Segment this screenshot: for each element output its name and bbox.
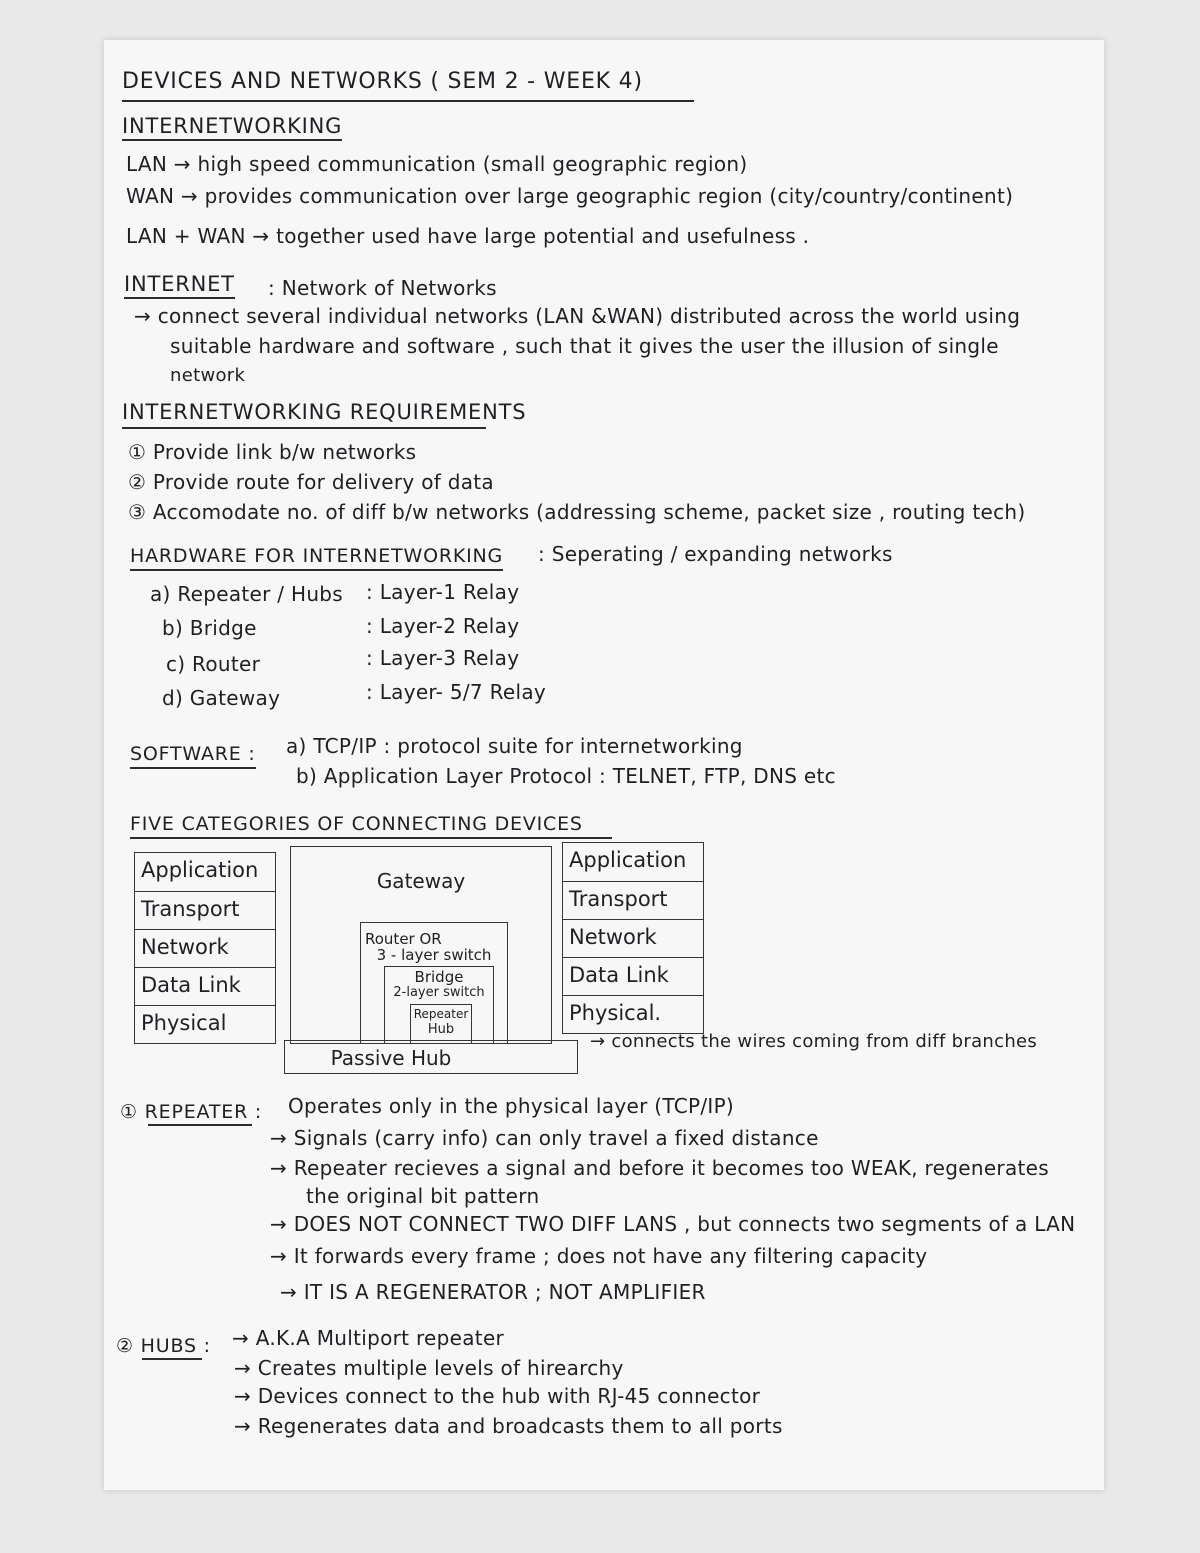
hardware-desc: : Seperating / expanding networks [538, 542, 893, 566]
lan-wan-line: LAN + WAN → together used have large potential and usefulness . [126, 224, 810, 248]
requirement-1: ① Provide link b/w networks [128, 440, 417, 464]
internet-line-2: suitable hardware and software , such that it gives the user the illusion of single [170, 334, 999, 358]
diagram-heading: FIVE CATEGORIES OF CONNECTING DEVICES [130, 813, 583, 835]
repeater-line-5: → It forwards every frame ; does not have any filtering capacity [270, 1244, 928, 1268]
right-stack-layer: Application [569, 848, 687, 872]
hubs-first: → A.K.A Multiport repeater [232, 1326, 505, 1350]
hardware-item-3: c) Router [166, 652, 261, 676]
internet-heading: INTERNET [124, 272, 235, 299]
repeater-heading-underline [148, 1124, 252, 1126]
title-underline [122, 100, 694, 102]
repeater-heading: ① REPEATER : [120, 1101, 263, 1123]
repeater-line-1: → Signals (carry info) can only travel a fixed distance [270, 1126, 819, 1150]
bridge-label: Bridge [414, 968, 464, 986]
wan-line: WAN → provides communication over large geographic region (city/country/continent) [126, 184, 1014, 208]
router-label: Router OR [365, 930, 442, 948]
hardware-layer-1: : Layer-1 Relay [366, 580, 520, 604]
repeater-line-3: the original bit pattern [306, 1184, 540, 1208]
hardware-item-2: b) Bridge [162, 616, 257, 640]
software-heading: SOFTWARE : [130, 742, 256, 769]
requirement-2: ② Provide route for delivery of data [128, 470, 494, 494]
right-stack-layer: Data Link [563, 957, 703, 992]
hardware-item-4: d) Gateway [162, 686, 281, 710]
internet-line-3: network [170, 365, 246, 386]
right-stack-layer: Physical. [563, 995, 703, 1030]
left-protocol-stack [134, 852, 276, 1044]
left-stack-layer: Data Link [135, 967, 275, 1002]
requirement-3: ③ Accomodate no. of diff b/w networks (addressing scheme, packet size , routing tech) [128, 500, 1026, 524]
hubs-heading: ② HUBS : [116, 1335, 211, 1357]
repeater-label: Hub [427, 1022, 455, 1037]
right-stack-layer: Network [563, 919, 703, 954]
left-stack-layer: Physical [135, 1005, 275, 1040]
passive-hub-note: → connects the wires coming from diff branches [590, 1031, 1038, 1052]
right-stack-layer: Transport [563, 881, 703, 916]
right-protocol-stack [562, 842, 704, 1034]
lan-line: LAN → high speed communication (small geographic region) [126, 152, 748, 176]
left-stack-layer: Application [141, 858, 259, 882]
passive-hub-box [284, 1040, 578, 1074]
internet-desc: : Network of Networks [268, 276, 497, 300]
requirements-heading: INTERNETWORKING REQUIREMENTS [122, 400, 527, 424]
hubs-line-2: → Devices connect to the hub with RJ-45 connector [234, 1384, 761, 1408]
hubs-line-3: → Regenerates data and broadcasts them to all ports [234, 1414, 783, 1438]
repeater-line-6: → IT IS A REGENERATOR ; NOT AMPLIFIER [280, 1280, 706, 1304]
requirements-underline [122, 427, 486, 429]
repeater-label: Repeater [413, 1007, 469, 1021]
repeater-first: Operates only in the physical layer (TCP/IP) [288, 1094, 735, 1118]
repeater-box [410, 1004, 472, 1044]
software-line-1: a) TCP/IP : protocol suite for internetworking [286, 734, 743, 758]
hardware-item-1: a) Repeater / Hubs [150, 582, 344, 606]
left-stack-layer: Transport [135, 891, 275, 926]
hubs-heading-underline [142, 1358, 202, 1360]
internet-line-1: → connect several individual networks (LAN &WAN) distributed across the world using [134, 304, 1021, 328]
repeater-line-2: → Repeater recieves a signal and before it becomes too WEAK, regenerates [270, 1156, 1049, 1180]
diagram-heading-underline [130, 837, 612, 839]
gateway-label: Gateway [376, 869, 466, 893]
internetworking-heading: INTERNETWORKING [122, 114, 342, 141]
passive-hub-label: Passive Hub [330, 1046, 452, 1070]
router-label: 3 - layer switch [376, 946, 492, 964]
hardware-layer-4: : Layer- 5/7 Relay [366, 680, 547, 704]
left-stack-layer: Network [135, 929, 275, 964]
hardware-layer-3: : Layer-3 Relay [366, 646, 520, 670]
hubs-line-1: → Creates multiple levels of hirearchy [234, 1356, 624, 1380]
page-title: DEVICES AND NETWORKS ( SEM 2 - WEEK 4) [122, 69, 643, 94]
hardware-layer-2: : Layer-2 Relay [366, 614, 520, 638]
hardware-heading: HARDWARE FOR INTERNETWORKING [130, 544, 503, 571]
repeater-line-4: → DOES NOT CONNECT TWO DIFF LANS , but connects two segments of a LAN [270, 1212, 1076, 1236]
bridge-label: 2-layer switch [393, 985, 485, 1000]
software-line-2: b) Application Layer Protocol : TELNET, FTP, DNS etc [296, 764, 836, 788]
